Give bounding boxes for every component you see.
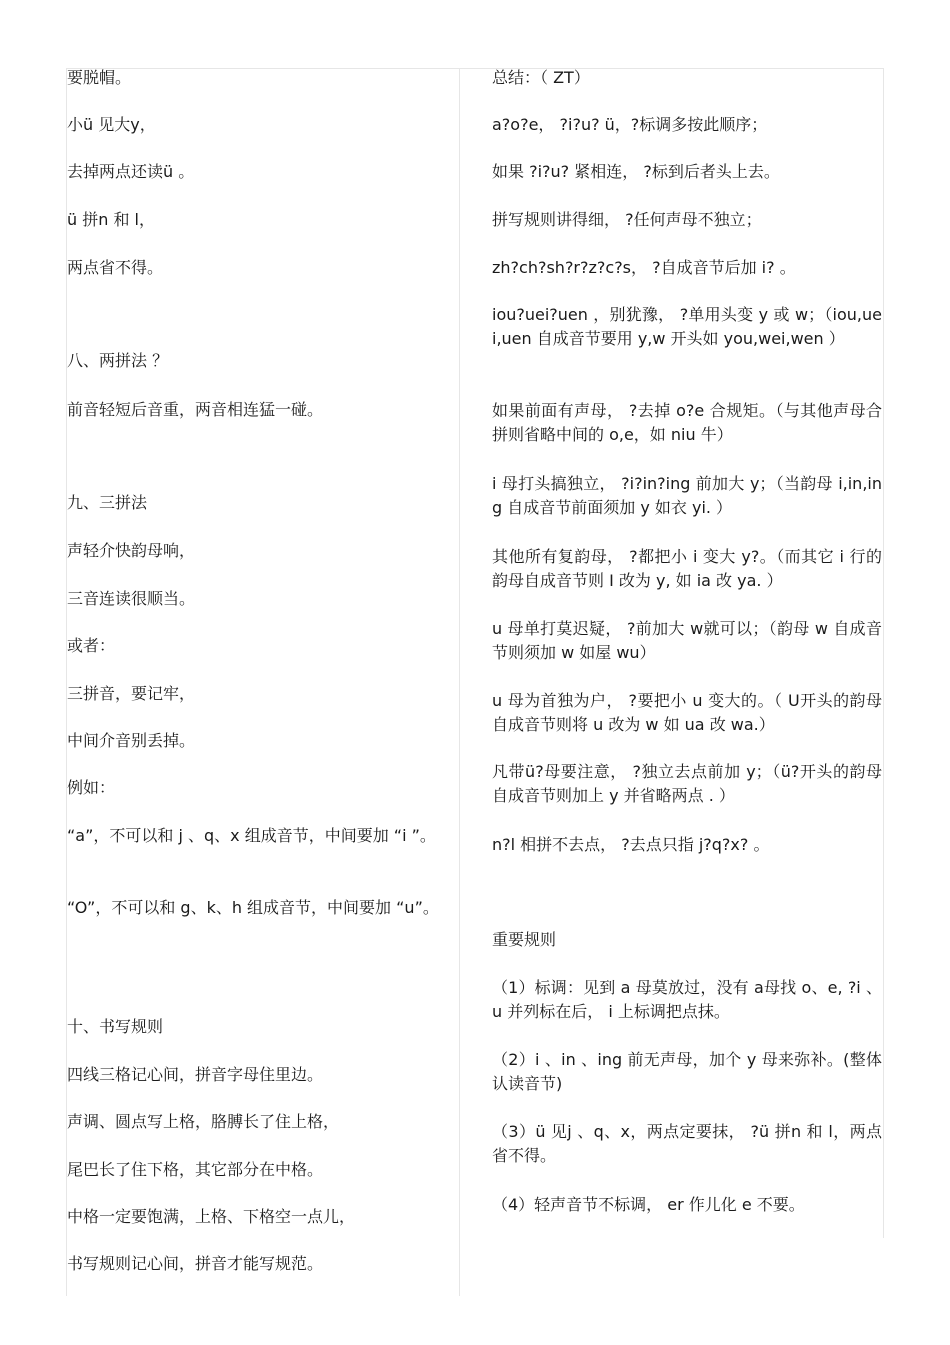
right-line-3: 如果 ?i?u? 紧相连， ?标到后者头上去。 [492, 162, 780, 181]
section-heading-9: 九、三拼法 [67, 493, 148, 512]
left-line-14: 例如： [67, 778, 116, 797]
important-rules-heading: 重要规则 [492, 930, 557, 949]
left-line-9: 声轻介快韵母响， [67, 541, 196, 560]
left-line-18: 四线三格记心间，拼音字母住里边。 [67, 1065, 324, 1084]
left-line-1: 要脱帽。 [67, 68, 132, 87]
right-line-13: n?l 相拼不去点， ?去点只指 j?q?x? 。 [492, 835, 770, 854]
rule-2: （2）i 、in 、ing 前无声母，加个 y 母来弥补。(整体认读音节) [492, 1050, 882, 1093]
right-line-8: i 母打头搞独立， ?i?in?ing 前加大 y；（当韵母 i,in,ing 自成音节前面须加 y 如衣 yi. ） [492, 474, 882, 517]
left-line-19: 声调、圆点写上格，胳膊长了住上格， [67, 1112, 340, 1131]
right-line-5: zh?ch?sh?r?z?c?s， ?自成音节后加 i? 。 [492, 258, 796, 277]
section-heading-8: 八、两拼法 ？ [67, 351, 169, 370]
left-line-10: 三音连读很顺当。 [67, 589, 196, 608]
right-line-11: u 母为首独为户， ?要把小 u 变大的。（ U开头的韵母自成音节则将 u 改为 w 如 ua 改 wa.） [492, 691, 882, 734]
left-line-21: 中格一定要饱满，上格、下格空一点儿， [67, 1207, 356, 1226]
left-line-5: 两点省不得。 [67, 258, 164, 277]
page-frame-right [883, 68, 884, 1238]
left-line-3: 去掉两点还读ü 。 [67, 162, 195, 181]
left-line-12: 三拼音，要记牢， [67, 684, 196, 703]
right-line-6: iou?uei?uen ，别犹豫， ?单用头变 y 或 w；（iou,uei,uen 自成音节要用 y,w 开头如 you,wei,wen ） [492, 305, 882, 348]
left-line-13: 中间介音别丢掉。 [67, 731, 196, 750]
right-line-7: 如果前面有声母， ?去掉 o?e 合规矩。（与其他声母合拼则省略中间的 o,e，如 niu 牛） [492, 401, 882, 444]
left-line-7: 前音轻短后音重，两音相连猛一碰。 [67, 400, 324, 419]
rule-4: （4）轻声音节不标调， er 作儿化 e 不要。 [492, 1195, 805, 1214]
left-line-4: ü 拼n 和 l， [67, 210, 155, 229]
example-a: “a”，不可以和 j 、q、x 组成音节，中间要加 “i ”。 [67, 826, 436, 845]
left-line-22: 书写规则记心间，拼音才能写规范。 [67, 1254, 324, 1273]
example-o: “O”，不可以和 g、k、h 组成音节，中间要加 “u”。 [67, 898, 439, 917]
right-line-9: 其他所有复韵母， ?都把小 i 变大 y?。（而其它 i 行的韵母自成音节则 I 改为 y, 如 ia 改 ya. ） [492, 547, 882, 590]
left-line-20: 尾巴长了住下格，其它部分在中格。 [67, 1160, 324, 1179]
left-line-11: 或者： [67, 636, 116, 655]
left-line-2: 小ü 见大y， [67, 115, 156, 134]
right-line-2: a?o?e， ?i?u? ü，?标调多按此顺序； [492, 115, 768, 134]
right-line-12: 凡带ü?母要注意， ?独立去点前加 y；（ü?开头的韵母自成音节则加上 y 并省略两点 . ） [492, 762, 882, 805]
rule-1: （1）标调：见到 a 母莫放过，没有 a母找 o、e, ?i 、u 并列标在后， i 上标调把点抹。 [492, 978, 882, 1021]
right-line-4: 拼写规则讲得细， ?任何声母不独立； [492, 210, 762, 229]
summary-heading: 总结：（ ZT） [492, 68, 590, 87]
right-line-10: u 母单打莫迟疑， ?前加大 w就可以；（韵母 w 自成音节则须加 w 如屋 wu） [492, 619, 882, 662]
column-divider [459, 68, 460, 1296]
rule-3: （3）ü 见j 、q、x，两点定要抹， ?ü 拼n 和 l，两点省不得。 [492, 1122, 882, 1165]
section-heading-10: 十、书写规则 [67, 1017, 164, 1036]
